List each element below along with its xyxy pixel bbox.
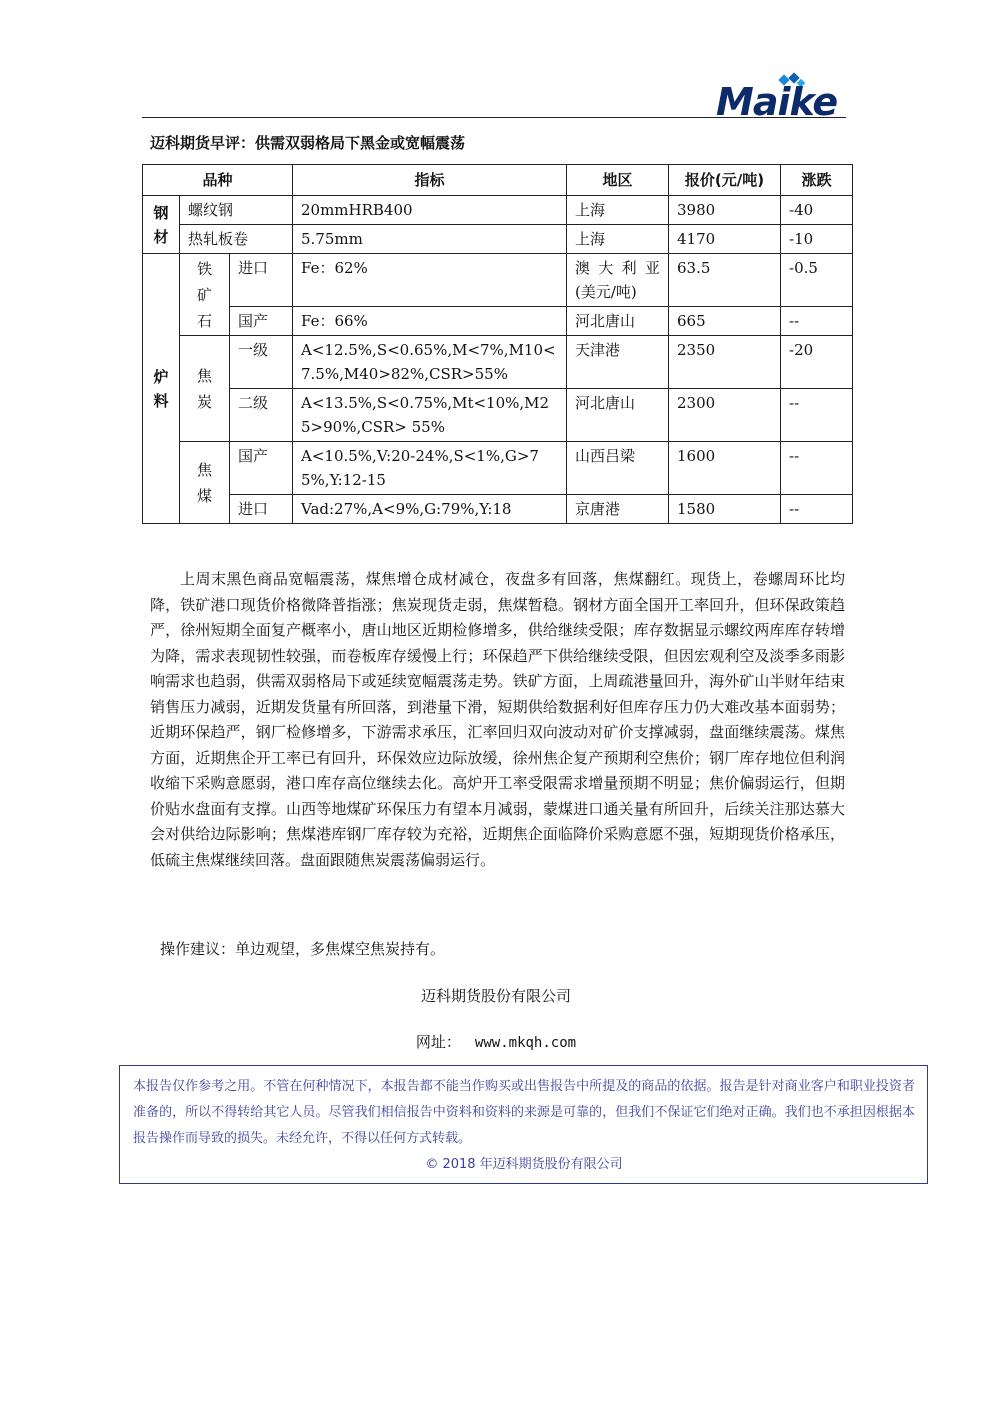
website-label: 网址： (415, 1033, 461, 1051)
company-name: 迈科期货股份有限公司 (420, 987, 571, 1005)
table-row (143, 442, 853, 495)
region-cell: 山西吕梁 (567, 442, 669, 495)
change-cell: -0.5 (781, 254, 853, 307)
group-coking-coal: 焦煤 (180, 442, 230, 524)
table-row (143, 254, 853, 307)
page-title: 迈科期货早评：供需双弱格局下黑金或宽幅震荡 (150, 134, 466, 152)
market-commentary: 上周末黑色商品宽幅震荡，煤焦增仓成材减仓，夜盘多有回落，焦煤翻红。现货上，卷螺周环比均降，铁矿港口现货价格微降普指涨；焦炭现货走弱，焦煤暂稳。钢材方面全国开工率回升，但环保政策趋严，徐州短期全面复产概率小，唐山地区近期检修增多，供给继续受限；库存数据显示螺纹两库库存转增为降，需求表现韧性较强，而卷板库存缓慢上行；环保趋严下供给继续受限，但因宏观利空及淡季多雨影响需求也趋弱，供需双弱格局下或延续宽幅震荡走势。铁矿方面，上周疏港量回升，海外矿山半财年结束销售压力减弱，近期发货量有所回落，到港量下滑，短期供给数据利好但库存压力仍大难改基本面弱势；近期环保趋严，钢厂检修增多，下游需求承压，汇率回归双向波动对矿价支撑减弱，盘面继续震荡。煤焦方面，近期焦企开工率已有回升，环保效应边际放缓，徐州焦企复产预期利空焦价；钢厂库存地位但利润收缩下采购意愿弱，港口库存高位继续去化。高炉开工率受限需求增量预期不明显；焦价偏弱运行，但期价贴水盘面有支撑。山西等地煤矿环保压力有望本月减弱，蒙煤进口通关量有所回升，后续关注那达慕大会对供给边际影响；焦煤港库钢厂库存较为充裕，近期焦企面临降价采购意愿不强，短期现货价格承压，低硫主焦煤继续回落。盘面跟随焦炭震荡偏弱运行。 (150, 570, 845, 869)
price-cell: 665 (669, 307, 781, 336)
header-change: 涨跌 (781, 165, 853, 196)
sub-type: 进口 (230, 495, 293, 524)
change-cell: -- (781, 389, 853, 442)
copyright-notice: © 2018 年迈科期货股份有限公司 (425, 1157, 623, 1172)
change-cell: -- (781, 442, 853, 495)
price-cell: 63.5 (669, 254, 781, 307)
spec-cell: 20mmHRB400 (293, 196, 567, 225)
header-price: 报价(元/吨) (669, 165, 781, 196)
website-line (0, 1031, 992, 1054)
region-cell: 京唐港 (567, 495, 669, 524)
sub-type: 一级 (230, 336, 293, 389)
spec-cell: A<13.5%,S<0.75%,Mt<10%,M25>90%,CSR> 55% (293, 389, 567, 442)
header-variety: 品种 (143, 165, 293, 196)
table-header-row (143, 165, 853, 196)
table-row (143, 196, 853, 225)
logo-wordmark: Maike (716, 80, 838, 124)
change-cell: -20 (781, 336, 853, 389)
region-name: 澳大利亚 (575, 259, 660, 277)
category-furnace: 炉料 (143, 254, 180, 524)
change-cell: -- (781, 495, 853, 524)
spec-cell: Vad:27%,A<9%,G:79%,Y:18 (293, 495, 567, 524)
spec-cell: Fe：66% (293, 307, 567, 336)
disclaimer-box (119, 1065, 928, 1184)
region-cell (567, 254, 669, 307)
spec-cell: 5.75mm (293, 225, 567, 254)
price-cell: 2300 (669, 389, 781, 442)
sub-type: 进口 (230, 254, 293, 307)
product-name: 螺纹钢 (180, 196, 293, 225)
change-cell: -- (781, 307, 853, 336)
table-row (143, 495, 853, 524)
region-cell: 河北唐山 (567, 389, 669, 442)
trading-advice: 操作建议：单边观望，多焦煤空焦炭持有。 (160, 940, 446, 958)
region-cell: 上海 (567, 225, 669, 254)
group-coke: 焦炭 (180, 336, 230, 442)
disclaimer-text: 本报告仅作参考之用。不管在何种情况下，本报告都不能当作购买或出售报告中所提及的商品的依据。报告是针对商业客户和职业投资者准备的，所以不得转给其它人员。尽管我们相信报告中资料和资料的来源是可靠的，但我们不保证它们绝对正确。我们也不承担因根据本报告操作而导致的损失。未经允许，不得以任何方式转载。 (133, 1079, 915, 1146)
table-row (143, 336, 853, 389)
price-cell: 1580 (669, 495, 781, 524)
table-row (143, 307, 853, 336)
price-cell: 3980 (669, 196, 781, 225)
spec-cell: A<10.5%,V:20-24%,S<1%,G>75%,Y:12-15 (293, 442, 567, 495)
header-region: 地区 (567, 165, 669, 196)
group-iron-ore: 铁矿石 (180, 254, 230, 336)
website-link[interactable]: www.mkqh.com (474, 1035, 577, 1051)
region-cell: 河北唐山 (567, 307, 669, 336)
price-cell: 2350 (669, 336, 781, 389)
product-name: 热轧板卷 (180, 225, 293, 254)
region-cell: 天津港 (567, 336, 669, 389)
price-cell: 4170 (669, 225, 781, 254)
sub-type: 国产 (230, 442, 293, 495)
region-note: (美元/吨) (575, 283, 637, 301)
change-cell: -10 (781, 225, 853, 254)
price-cell: 1600 (669, 442, 781, 495)
maike-logo (712, 72, 852, 124)
header-spec: 指标 (293, 165, 567, 196)
header-divider (142, 117, 846, 118)
spec-cell: Fe：62% (293, 254, 567, 307)
spec-cell: A<12.5%,S<0.65%,M<7%,M10<7.5%,M40>82%,CSR>55% (293, 336, 567, 389)
sub-type: 国产 (230, 307, 293, 336)
price-table (142, 164, 853, 524)
category-steel: 钢材 (143, 196, 180, 254)
change-cell: -40 (781, 196, 853, 225)
sub-type: 二级 (230, 389, 293, 442)
region-cell: 上海 (567, 196, 669, 225)
table-row (143, 389, 853, 442)
table-row (143, 225, 853, 254)
